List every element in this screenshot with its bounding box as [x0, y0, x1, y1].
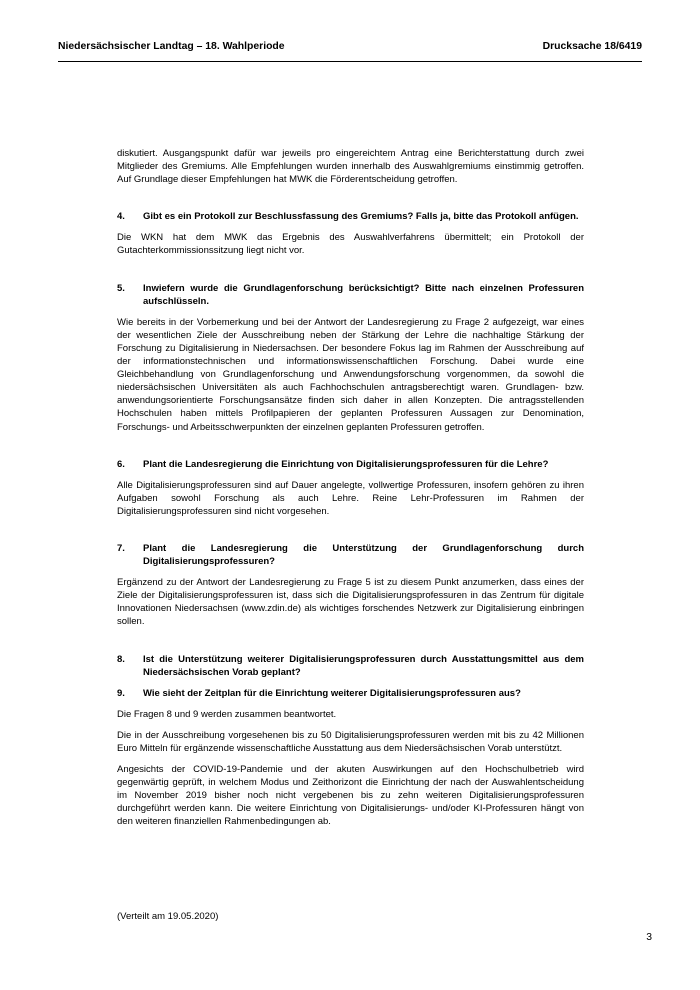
question-text: Ist die Unterstützung weiterer Digitalisierungsprofessuren durch Ausstattungsmittel aus dem Niedersächsischen Vorab geplant? — [143, 653, 584, 678]
question-7 — [117, 542, 584, 568]
answer-9-timeline: Angesichts der COVID-19-Pandemie und der akuten Auswirkungen auf den Hochschulbetrieb wird gegenwärtig geprüft, in welchem Modus und Zeithorizont die Einrichtung der nach der Auswahlentscheidung im November 2019 bisher noch nicht vergebenen bis zu zehn weiteren Digitalisierungsprofessuren durchgeführt werden kann. Die weitere Einrichtung von Digitalisierungs- und/oder KI-Professuren hängt von den weiteren finanziellen Rahmenbedingungen ab. — [117, 764, 584, 828]
question-number: 6. — [117, 458, 125, 470]
intro-paragraph: diskutiert. Ausgangspunkt dafür war jeweils pro eingereichtem Antrag eine Berichterstattung durch zwei Mitglieder des Gremiums. Alle Empfehlungen wurden innerhalb des Auswahlgremiums einstimmig getroffen. Auf Grundlage dieser Empfehlungen hat MWK die Förderentscheidung getroffen. — [117, 148, 584, 186]
question-text: Plant die Landesregierung die Einrichtung von Digitalisierungsprofessuren für die Lehre? — [143, 458, 549, 470]
header-divider — [58, 61, 642, 62]
page-header — [58, 40, 642, 54]
document-body — [117, 147, 584, 829]
question-text: Plant die Landesregierung die Unterstützung der Grundlagenforschung durch Digitalisierungsprofessuren? — [143, 542, 584, 568]
answer-9-intro: Die Fragen 8 und 9 werden zusammen beantwortet. — [117, 708, 337, 720]
question-5 — [117, 282, 584, 308]
answer-9-funding: Die in der Ausschreibung vorgesehenen bis zu 50 Digitalisierungsprofessuren werden mit bis zu 42 Millionen Euro Mitteln für ergänzende wissenschaftliche Ausstattung aus dem Niedersächsischen Vorab unterstützt. — [117, 729, 584, 754]
header-parliament-title: Niedersächsischer Landtag – 18. Wahlperiode — [58, 41, 285, 52]
question-number: 9. — [117, 687, 125, 699]
header-document-number: Drucksache 18/6419 — [542, 41, 642, 52]
question-number: 5. — [117, 282, 125, 294]
question-9 — [117, 687, 584, 700]
answer-4: Die WKN hat dem MWK das Ergebnis des Auswahlverfahrens übermittelt; ein Protokoll der Gutachterkommissionssitzung liegt nicht vor. — [117, 232, 584, 257]
answer-7: Ergänzend zu der Antwort der Landesregierung zu Frage 5 ist zu diesem Punkt anzumerken, dass eines der Ziele der Digitalisierungsprofessuren ist, dass sich die Digitalisierungsprofessuren in das Zentrum für digitale Innovationen Niedersachsen (www.zdin.de) als wichtiges forschendes Netzwerk zur Digitalisierung einbringen sollen. — [117, 577, 584, 628]
question-number: 4. — [117, 211, 125, 223]
question-6 — [117, 458, 584, 471]
question-4 — [117, 210, 584, 223]
question-text: Inwiefern wurde die Grundlagenforschung berücksichtigt? Bitte nach einzelnen Professuren aufschlüsseln. — [143, 282, 584, 307]
answer-6: Alle Digitalisierungsprofessuren sind auf Dauer angelegte, vollwertige Professuren, insofern gehören zu ihren Aufgaben sowohl Forschung als auch Lehre. Reine Lehr-Professuren im Rahmen der Digitalisierungsprofessuren sind nicht vorgesehen. — [117, 479, 584, 517]
question-text: Wie sieht der Zeitplan für die Einrichtung weiterer Digitalisierungsprofessuren aus? — [143, 687, 521, 699]
answer-5: Wie bereits in der Vorbemerkung und bei der Antwort der Landesregierung zu Frage 2 aufgezeigt, war eines der wesentlichen Ziele der Ausschreibung neben der Stärkung der Lehre die nachhaltige Stärkung der Forschung zu Digitalisierung in Niedersachsen. Der besondere Fokus lag im Rahmen der Ausschreibung auf der informationstechnischen und informationswissenschaftlichen Forschung. Dabei wurde eine Gleichbehandlung von Grundlagenforschung und Anwendungsforschung vorgenommen, da sowohl die niedersächsischen Universitäten als auch Fachhochschulen antragsberechtigt waren. Grundlagen- bzw. anwendungsorientierte Forschungsansätze finden sich daher in allen Konzepten. Die antragsstellenden Hochschulen haben mittels Profilpapieren der geplanten Professuren Aussagen zur Denomination, Forschungs- und Arbeitsschwerpunkten der einzelnen geplanten Professuren getroffen. — [117, 316, 584, 433]
page-number: 3 — [646, 932, 652, 943]
question-8 — [117, 653, 584, 679]
question-number: 8. — [117, 653, 125, 665]
distribution-date: (Verteilt am 19.05.2020) — [117, 911, 219, 922]
question-text: Gibt es ein Protokoll zur Beschlussfassung des Gremiums? Falls ja, bitte das Protokoll anfügen. — [143, 211, 579, 223]
question-number: 7. — [117, 542, 125, 554]
